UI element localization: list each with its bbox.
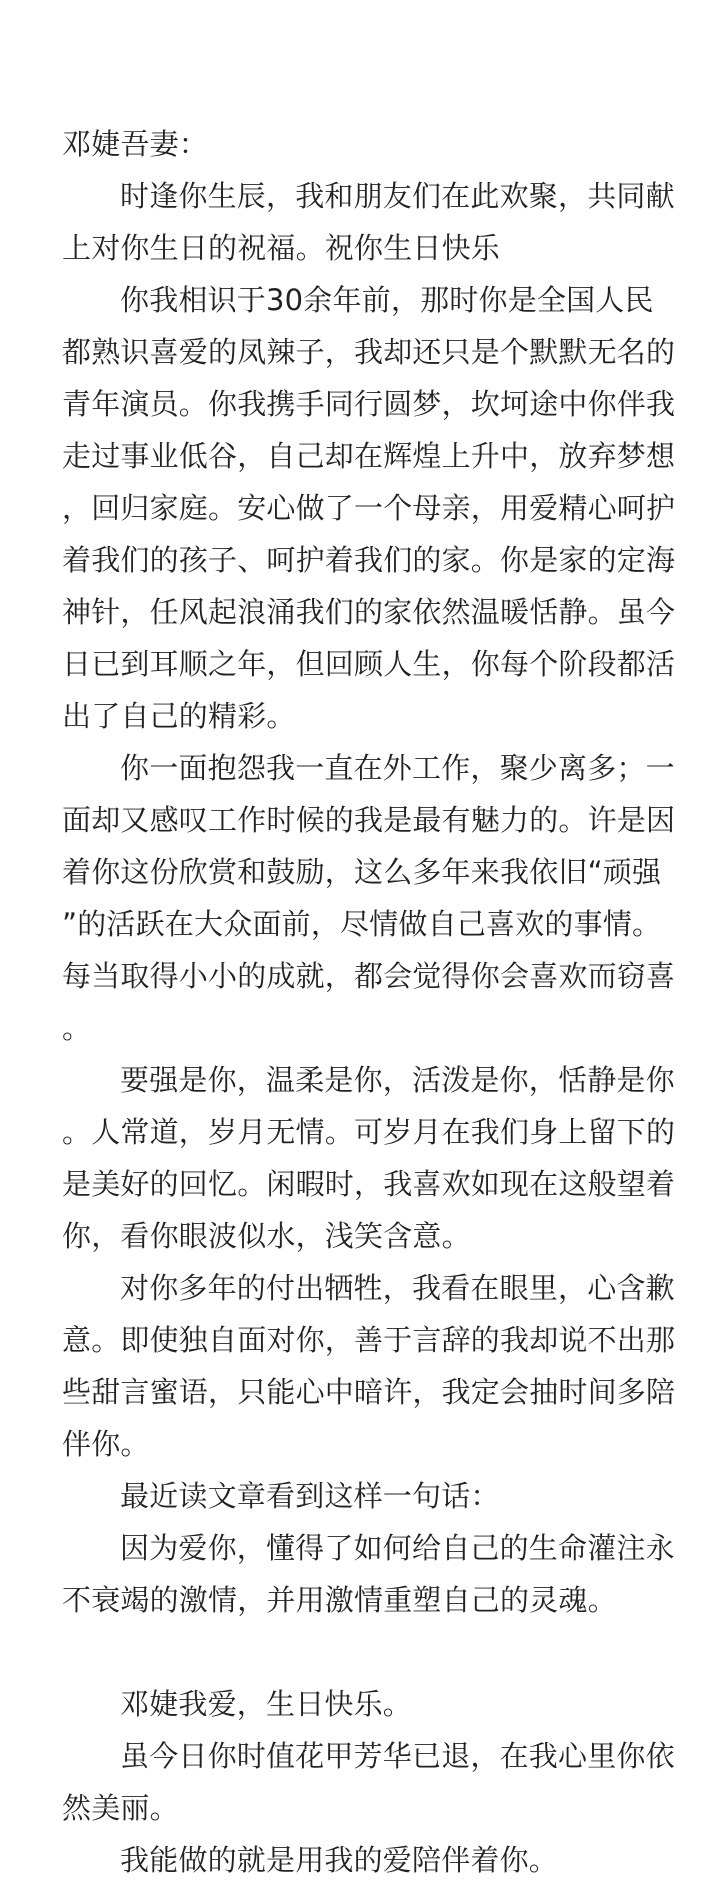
letter-line: 伴你。	[62, 1427, 150, 1461]
letter-line: 你一面抱怨我一直在外工作，聚少离多；一	[120, 751, 675, 785]
letter-body	[62, 118, 676, 1886]
letter-line: 着你这份欣赏和鼓励，这么多年来我依旧“顽强	[62, 855, 662, 889]
letter-line: 都熟识喜爱的凤辣子，我却还只是个默默无名的	[62, 335, 676, 369]
letter-line: 最近读文章看到这样一句话：	[120, 1479, 500, 1513]
letter-line: 面却又感叹工作时候的我是最有魅力的。许是因	[62, 803, 676, 837]
letter-line: 虽今日你时值花甲芳华已退，在我心里你依	[120, 1739, 675, 1773]
letter-line: ”的活跃在大众面前，尽情做自己喜欢的事情。	[62, 907, 662, 941]
letter-line: 上对你生日的祝福。祝你生日快乐	[62, 231, 501, 265]
letter-line: 邓婕我爱，生日快乐。	[120, 1687, 413, 1721]
letter-line: 因为爱你，懂得了如何给自己的生命灌注永	[120, 1531, 675, 1565]
letter-line: 。人常道，岁月无情。可岁月在我们身上留下的	[62, 1115, 676, 1149]
letter-line: 是美好的回忆。闲暇时，我喜欢如现在这般望着	[62, 1167, 676, 1201]
letter-line: ，回归家庭。安心做了一个母亲，用爱精心呵护	[62, 491, 676, 525]
letter-line: 对你多年的付出牺牲，我看在眼里，心含歉	[120, 1271, 675, 1305]
letter-line: 出了自己的精彩。	[62, 699, 296, 733]
letter-line: 青年演员。你我携手同行圆梦，坎坷途中你伴我	[62, 387, 676, 421]
salutation: 邓婕吾妻：	[62, 127, 209, 161]
letter-line: 日已到耳顺之年，但回顾人生，你每个阶段都活	[62, 647, 676, 681]
letter-line: 着我们的孩子、呵护着我们的家。你是家的定海	[62, 543, 676, 577]
letter-line: 时逢你生辰，我和朋友们在此欢聚，共同献	[120, 179, 675, 213]
letter-line: 些甜言蜜语，只能心中暗许，我定会抽时间多陪	[62, 1375, 676, 1409]
letter-line: 不衰竭的激情，并用激情重塑自己的灵魂。	[62, 1583, 617, 1617]
blank-line	[62, 1626, 658, 1678]
letter-line: 你我相识于30余年前，那时你是全国人民	[120, 283, 654, 317]
letter-line: 走过事业低谷，自己却在辉煌上升中，放弃梦想	[62, 439, 676, 473]
letter-line: 你，看你眼波似水，浅笑含意。	[62, 1219, 471, 1253]
letter-line: 然美丽。	[62, 1791, 179, 1825]
letter-line: 意。即使独自面对你，善于言辞的我却说不出那	[62, 1323, 676, 1357]
letter-line: 要强是你，温柔是你，活泼是你，恬静是你	[120, 1063, 675, 1097]
letter-line: 我能做的就是用我的爱陪伴着你。	[120, 1843, 559, 1877]
letter-line: 神针，任风起浪涌我们的家依然温暖恬静。虽今	[62, 595, 676, 629]
letter-line: 。	[62, 1011, 92, 1045]
letter-line: 每当取得小小的成就，都会觉得你会喜欢而窃喜	[62, 959, 676, 993]
